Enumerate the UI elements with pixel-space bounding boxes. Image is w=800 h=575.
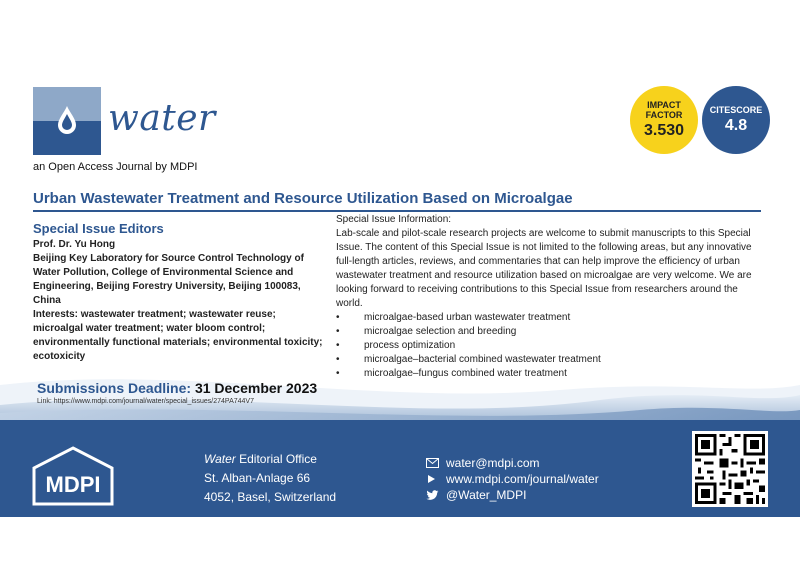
bullet-mark: • — [336, 340, 340, 351]
mdpi-logo-text: MDPI — [45, 472, 101, 497]
contact-block — [426, 455, 599, 503]
footer-band — [0, 420, 800, 517]
office-name — [204, 450, 336, 469]
special-issue-link[interactable]: Link: https://www.mdpi.com/journal/water/special_issues/274PA744V7 — [37, 398, 254, 405]
submissions-deadline — [37, 380, 317, 396]
journal-logo — [33, 87, 101, 155]
email-link[interactable]: water@mdpi.com — [446, 456, 540, 470]
twitter-row[interactable] — [426, 487, 599, 503]
open-access-tagline: an Open Access Journal by MDPI — [33, 161, 198, 173]
editors-block — [33, 238, 323, 364]
topic-text: microalgae-based urban wastewater treatment — [364, 312, 571, 323]
mail-icon — [426, 458, 446, 468]
title-divider — [33, 210, 761, 212]
list-item — [336, 311, 766, 325]
bullet-mark: • — [336, 354, 340, 365]
impact-factor-label-1: IMPACT — [647, 100, 681, 110]
qr-code[interactable] — [692, 431, 768, 507]
editor-name: Prof. Dr. Yu Hong — [33, 239, 116, 250]
list-item — [336, 339, 766, 353]
list-item — [336, 325, 766, 339]
impact-factor-value: 3.530 — [643, 122, 685, 139]
office-suffix: Editorial Office — [235, 452, 317, 466]
twitter-bird-icon — [426, 490, 446, 501]
email-row[interactable] — [426, 455, 599, 471]
twitter-handle[interactable]: @Water_MDPI — [446, 488, 527, 502]
editor-interests: Interests: wastewater treatment; wastewater reuse; microalgal water treatment; water bloom control; environmentally functional materials; environmental toxicity; ecotoxicity — [33, 309, 323, 362]
bullet-mark: • — [336, 368, 340, 379]
info-body: Lab-scale and pilot-scale research projects are welcome to submit manuscripts to this Special Issue. The content of this Special Issue is not limited to the following areas, but any innovative full-length articles, reviews, and commentaries that can help improve the efficiency of urban wastewater treatment and resource utilization based on microalgae are very welcome. We are looking forward to receiving contributions to this Special Issue from researchers around the world. — [336, 228, 752, 309]
special-issue-information — [336, 213, 766, 381]
special-issue-title: Urban Wastewater Treatment and Resource Utilization Based on Microalgae — [33, 190, 573, 207]
topic-text: microalgae–bacterial combined wastewater treatment — [364, 354, 601, 365]
bullet-mark: • — [336, 312, 340, 323]
editor-affiliation: Beijing Key Laboratory for Source Control Technology of Water Pollution, College of Environmental Science and Engineering, Beijing Forestry University, Beijing 100083, China — [33, 253, 304, 306]
citescore-badge — [702, 86, 770, 154]
impact-factor-badge — [630, 86, 698, 154]
water-drop-icon — [57, 105, 77, 135]
office-journal: Water — [204, 452, 236, 466]
play-arrow-icon — [426, 474, 446, 484]
info-heading: Special Issue Information: — [336, 214, 452, 225]
deadline-date: 31 December 2023 — [194, 380, 318, 396]
citescore-label: CITESCORE — [709, 105, 763, 115]
journal-name: water — [108, 98, 216, 139]
bullet-mark: • — [336, 326, 340, 337]
editors-heading: Special Issue Editors — [33, 221, 164, 236]
address-line-2: 4052, Basel, Switzerland — [204, 490, 337, 504]
citescore-value: 4.8 — [724, 117, 748, 134]
topic-text: microalgae selection and breeding — [364, 326, 517, 337]
website-link[interactable]: www.mdpi.com/journal/water — [446, 472, 599, 486]
editorial-office — [204, 450, 336, 507]
deadline-label: Submissions Deadline: — [37, 380, 192, 396]
mdpi-logo — [30, 446, 116, 508]
address-line-1: St. Alban-Anlage 66 — [204, 471, 311, 485]
topic-text: process optimization — [364, 340, 456, 351]
impact-factor-label-2: FACTOR — [645, 110, 683, 120]
topic-text: microalgae–fungus combined water treatment — [364, 368, 567, 379]
website-row[interactable] — [426, 471, 599, 487]
